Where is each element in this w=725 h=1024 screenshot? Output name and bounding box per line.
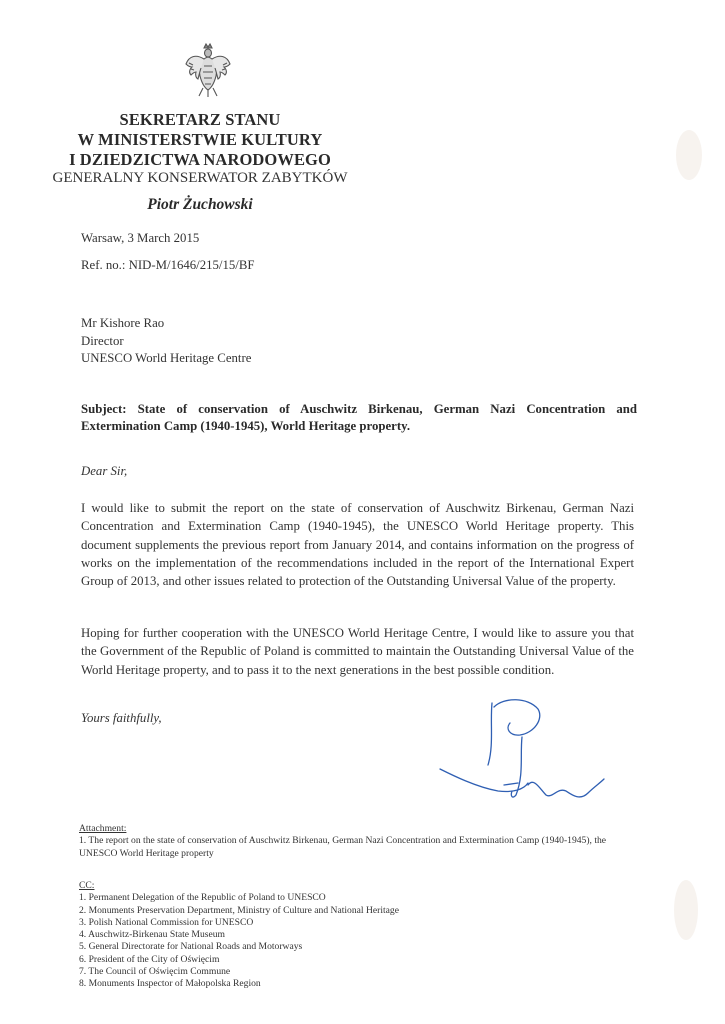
attachment-item: 1. The report on the state of conservation of Auschwitz Birkenau, German Nazi Concentration and Extermination Camp (1940-1945), the UNESCO World Heritage property: [79, 835, 607, 859]
body-paragraph: I would like to submit the report on the state of conservation of Auschwitz Birkenau, German Nazi Concentration and Extermination Camp (1940-1945), the UNESCO World Heritage property. This document supplements the previous report from January 2014, and contains information on the progress of works on the implementation of the recommendations included in the report of the International Expert Group of 2013, and other issues related to protection of the Outstanding Universal Value of the property.: [81, 501, 634, 589]
paper-mark: [674, 880, 698, 940]
recipient-name: Mr Kishore Rao: [81, 316, 165, 330]
letter-date: Warsaw, 3 March 2015: [81, 231, 200, 245]
cc-item: 1. Permanent Delegation of the Republic of Poland to UNESCO: [79, 892, 326, 904]
office-title-line: SEKRETARZ STANU: [119, 110, 281, 129]
office-title-line: W MINISTERSTWIE KULTURY: [77, 130, 323, 149]
cc-item: 8. Monuments Inspector of Małopolska Region: [79, 978, 261, 990]
handwritten-signature: [432, 695, 632, 805]
salutation: Dear Sir,: [81, 464, 128, 478]
office-subtitle: GENERALNY KONSERWATOR ZABYTKÓW: [52, 170, 348, 186]
office-title-line: I DZIEDZICTWA NARODOWEGO: [69, 150, 331, 169]
office-title: [0, 110, 400, 170]
sender-name: Piotr Żuchowski: [147, 196, 253, 213]
cc-item: 6. President of the City of Oświęcim: [79, 953, 220, 965]
attachment-section: [79, 823, 639, 860]
recipient-block: [81, 315, 251, 368]
recipient-organization: UNESCO World Heritage Centre: [81, 351, 252, 365]
cc-item: 5. General Directorate for National Roads and Motorways: [79, 941, 303, 953]
body-paragraph: Hoping for further cooperation with the UNESCO World Heritage Centre, I would like to assure you that the Government of the Republic of Poland is committed to maintain the Outstanding Universal Value of the World Heritage property, and to pass it to the next generations in the best possible condition.: [81, 626, 634, 677]
attachment-label: Attachment:: [79, 823, 127, 834]
cc-item: 2. Monuments Preservation Department, Ministry of Culture and National Heritage: [79, 904, 399, 916]
cc-section: [79, 880, 399, 991]
cc-item: 3. Polish National Commission for UNESCO: [79, 916, 254, 928]
cc-item: 4. Auschwitz-Birkenau State Museum: [79, 929, 226, 941]
paper-mark: [676, 130, 702, 180]
cc-item: 7. The Council of Oświęcim Commune: [79, 966, 231, 978]
cc-label: CC:: [79, 880, 95, 891]
recipient-position: Director: [81, 333, 124, 348]
subject-line: Subject: State of conservation of Auschwitz Birkenau, German Nazi Concentration and Extermination Camp (1940-1945), World Heritage property.: [81, 402, 637, 433]
reference-number: Ref. no.: NID-M/1646/215/15/BF: [81, 258, 255, 272]
polish-eagle-emblem-icon: [184, 42, 232, 98]
closing: Yours faithfully,: [81, 711, 162, 725]
